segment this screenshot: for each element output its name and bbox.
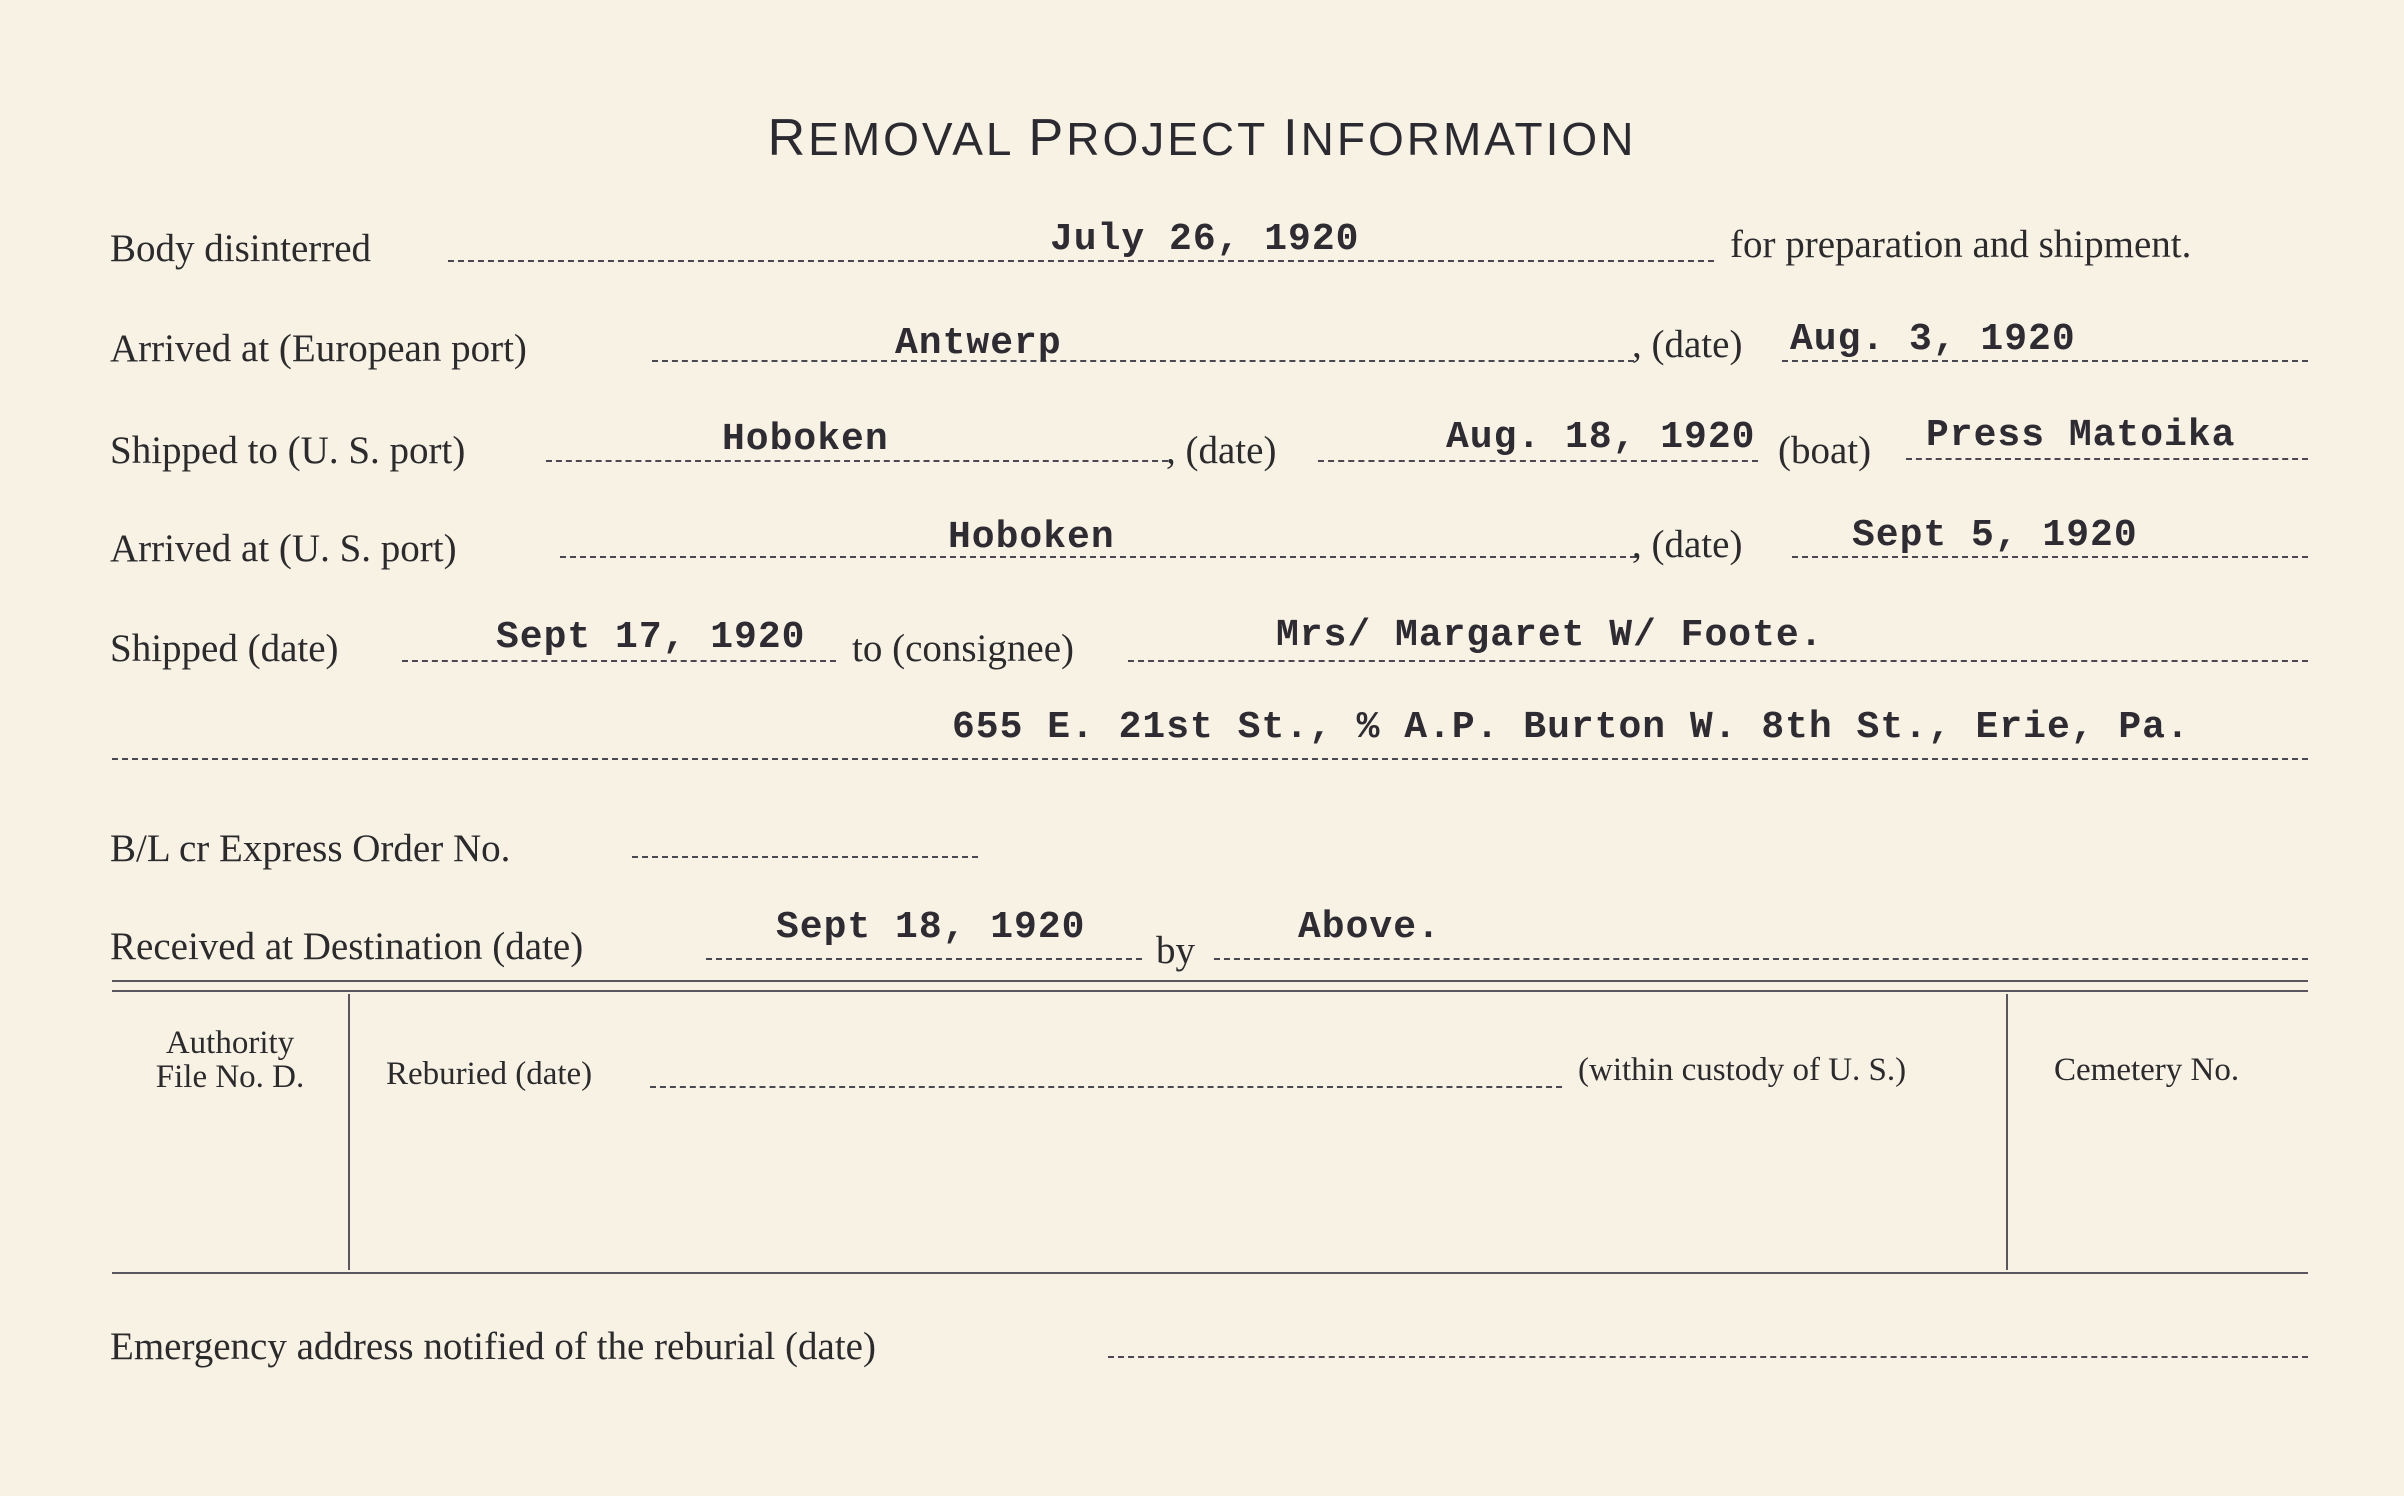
value-us-port-shipped: Hoboken [722, 418, 889, 461]
value-received-date: Sept 18, 1920 [776, 906, 1086, 949]
label-within-custody: (within custody of U. S.) [1578, 1052, 1907, 1088]
label-boat: (boat) [1778, 429, 1872, 472]
value-consignee: Mrs/ Margaret W/ Foote. [1276, 614, 1824, 657]
divider-top [112, 980, 2308, 982]
label-by: by [1156, 929, 1195, 972]
label-date: , (date) [1166, 429, 1277, 472]
field-line [1108, 1356, 2308, 1358]
field-line [1128, 660, 2308, 662]
field-line [402, 660, 836, 662]
divider-bottom [112, 1272, 2308, 1274]
field-line [1214, 958, 2308, 960]
field-line [706, 958, 1142, 960]
value-boat: Press Matoika [1926, 414, 2236, 457]
label-date: , (date) [1632, 523, 1743, 566]
field-line [650, 1086, 1562, 1088]
field-line [1318, 460, 1758, 462]
label-cemetery-no: Cemetery No. [2054, 1052, 2240, 1088]
label-arrived-european: Arrived at (European port) [110, 327, 527, 370]
value-european-date: Aug. 3, 1920 [1790, 318, 2076, 361]
divider-top-double [112, 990, 2308, 992]
field-line [632, 856, 978, 858]
divider-vertical-right [2006, 994, 2008, 1270]
label-body-disinterred: Body disinterred [110, 227, 372, 270]
label-bl-order: B/L cr Express Order No. [110, 827, 511, 870]
label-for-preparation: for preparation and shipment. [1730, 223, 2192, 266]
label-shipped-date: Shipped (date) [110, 627, 339, 670]
label-date: , (date) [1632, 323, 1743, 366]
label-arrived-us: Arrived at (U. S. port) [110, 527, 457, 570]
value-shipped-date: Sept 17, 1920 [496, 616, 806, 659]
field-line [1906, 458, 2308, 460]
label-reburied: Reburied (date) [386, 1056, 593, 1092]
page-title: REMOVAL PROJECT INFORMATION [767, 109, 1637, 167]
label-authority: Authority File No. D. [155, 1025, 305, 1095]
value-european-port: Antwerp [895, 322, 1062, 365]
value-received-by: Above. [1298, 906, 1441, 949]
field-line [112, 758, 2308, 760]
value-us-ship-date: Aug. 18, 1920 [1446, 416, 1756, 459]
field-line [652, 360, 1634, 362]
value-disinterred-date: July 26, 1920 [1050, 218, 1360, 261]
label-emergency: Emergency address notified of the reburial (date) [110, 1325, 876, 1368]
value-consignee-address: 655 E. 21st St., % A.P. Burton W. 8th St., Erie, Pa. [952, 706, 2190, 749]
label-received-destination: Received at Destination (date) [110, 925, 584, 968]
label-to-consignee: to (consignee) [852, 627, 1075, 670]
value-arrived-us-port: Hoboken [948, 516, 1115, 559]
value-arrived-us-date: Sept 5, 1920 [1852, 514, 2138, 557]
label-shipped-to-us: Shipped to (U. S. port) [110, 429, 466, 472]
divider-vertical-left [348, 994, 350, 1270]
